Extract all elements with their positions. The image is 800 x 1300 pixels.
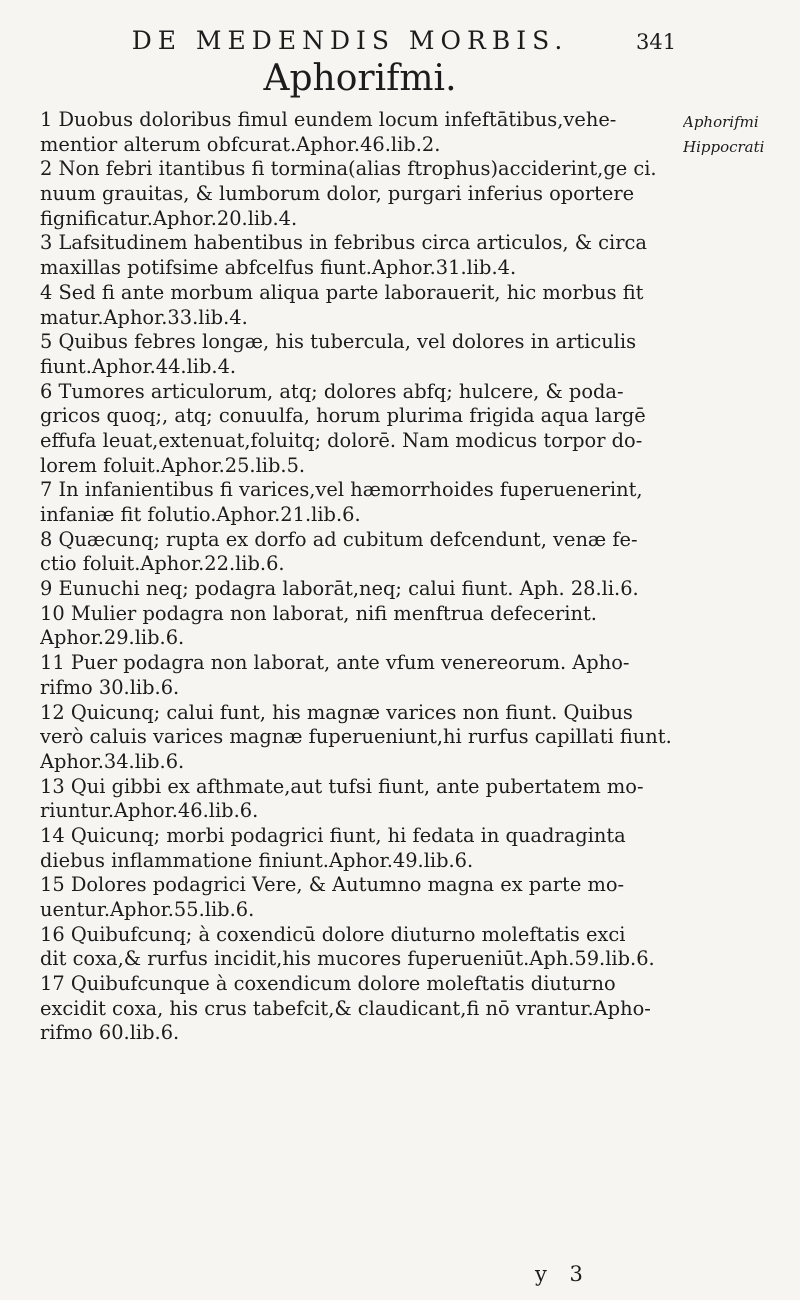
text-line: 11 Puer podagra non laborat, ante vfum venereorum. Apho- bbox=[40, 651, 630, 675]
text-line: 15 Dolores podagrici Vere, & Autumno magna ex parte mo- bbox=[40, 873, 625, 897]
text-line: 6 Tumores articulorum, atq; dolores abfq; hulcere, & poda- bbox=[40, 379, 624, 403]
page-number: 341 bbox=[636, 30, 677, 54]
text-line: 16 Quibufcunq; à coxendicū dolore diuturno moleftatis exci bbox=[40, 922, 626, 946]
text-line: 14 Quicunq; morbi podagrici fiunt, hi fedata in quadraginta bbox=[40, 823, 626, 847]
margin-note: Hippocrati bbox=[683, 138, 765, 156]
running-head: DE MEDENDIS MORBIS. bbox=[131, 26, 569, 55]
text-line: uentur.Aphor.55.lib.6. bbox=[40, 898, 255, 921]
text-line: Aphor.29.lib.6. bbox=[40, 626, 185, 650]
text-line: 12 Quicunq; calui funt, his magnæ varices non fiunt. Quibus bbox=[40, 700, 633, 724]
text-line: dit coxa,& rurfus incidit,his mucores fuperueniūt.Aph.59.lib.6. bbox=[40, 947, 655, 971]
text-line: 17 Quibufcunque à coxendicum dolore moleftatis diuturno bbox=[40, 972, 616, 996]
text-line: 5 Quibus febres longæ, his tubercula, vel dolores in articulis bbox=[40, 330, 637, 354]
section-title: Aphorifmi. bbox=[263, 58, 457, 99]
text-line: 4 Sed fi ante morbum aliqua parte laborauerit, hic morbus fit bbox=[40, 280, 644, 304]
text-line: effufa leuat,extenuat,foluitq; dolorē. Nam modicus torpor do- bbox=[40, 428, 643, 452]
text-line: 10 Mulier podagra non laborat, nifi menftrua defecerint. bbox=[40, 601, 597, 625]
text-line: 7 In infanientibus fi varices,vel hæmorrhoides fuperuenerint, bbox=[40, 478, 643, 502]
text-line: verò caluis varices magnæ fuperueniunt,hi rurfus capillati fiunt. bbox=[40, 725, 672, 749]
text-line: matur.Aphor.33.lib.4. bbox=[40, 305, 248, 329]
text-line: maxillas potifsime abfcelfus fiunt.Aphor.31.lib.4. bbox=[40, 256, 517, 280]
text-line: excidit coxa, his crus tabefcit,& claudicant,fi nō vrantur.Apho- bbox=[40, 996, 651, 1020]
text-line: lorem foluit.Aphor.25.lib.5. bbox=[40, 453, 306, 477]
text-line: nuum grauitas, & lumborum dolor, purgari inferius oportere bbox=[40, 182, 635, 206]
text-line: ctio foluit.Aphor.22.lib.6. bbox=[40, 552, 285, 576]
text-line: rifmo 60.lib.6. bbox=[40, 1021, 180, 1045]
text-line: 8 Quæcunq; rupta ex dorfo ad cubitum defcendunt, venæ fe- bbox=[40, 527, 638, 551]
text-line: 9 Eunuchi neq; podagra laborāt,neq; calui fiunt. Aph. 28.li.6. bbox=[40, 577, 639, 601]
text-line: Aphor.34.lib.6. bbox=[40, 749, 185, 773]
signature-mark: y 3 bbox=[535, 1262, 591, 1286]
text-line: fignificatur.Aphor.20.lib.4. bbox=[40, 206, 298, 230]
text-line: mentior alterum obfcurat.Aphor.46.lib.2. bbox=[40, 132, 441, 156]
text-line: infaniæ fit folutio.Aphor.21.lib.6. bbox=[40, 503, 361, 526]
text-line: 2 Non febri itantibus fi tormina(alias ftrophus)acciderint,ge ci. bbox=[40, 157, 657, 181]
text-line: 13 Qui gibbi ex afthmate,aut tufsi fiunt, ante pubertatem mo- bbox=[40, 774, 644, 798]
text-line: fiunt.Aphor.44.lib.4. bbox=[40, 354, 237, 378]
text-line: riuntur.Aphor.46.lib.6. bbox=[40, 799, 259, 823]
text-line: 3 Lafsitudinem habentibus in febribus circa articulos, & circa bbox=[40, 231, 647, 255]
text-line: gricos quoq;, atq; conuulfa, horum plurima frigida aqua largē bbox=[40, 404, 646, 428]
aphorism-text bbox=[40, 108, 680, 1046]
margin-note: Aphorifmi bbox=[683, 113, 759, 131]
text-line: rifmo 30.lib.6. bbox=[40, 675, 180, 699]
text-line: 1 Duobus doloribus fimul eundem locum infeftātibus,vehe- bbox=[40, 108, 617, 131]
text-line: diebus inflammatione finiunt.Aphor.49.lib.6. bbox=[40, 848, 474, 872]
